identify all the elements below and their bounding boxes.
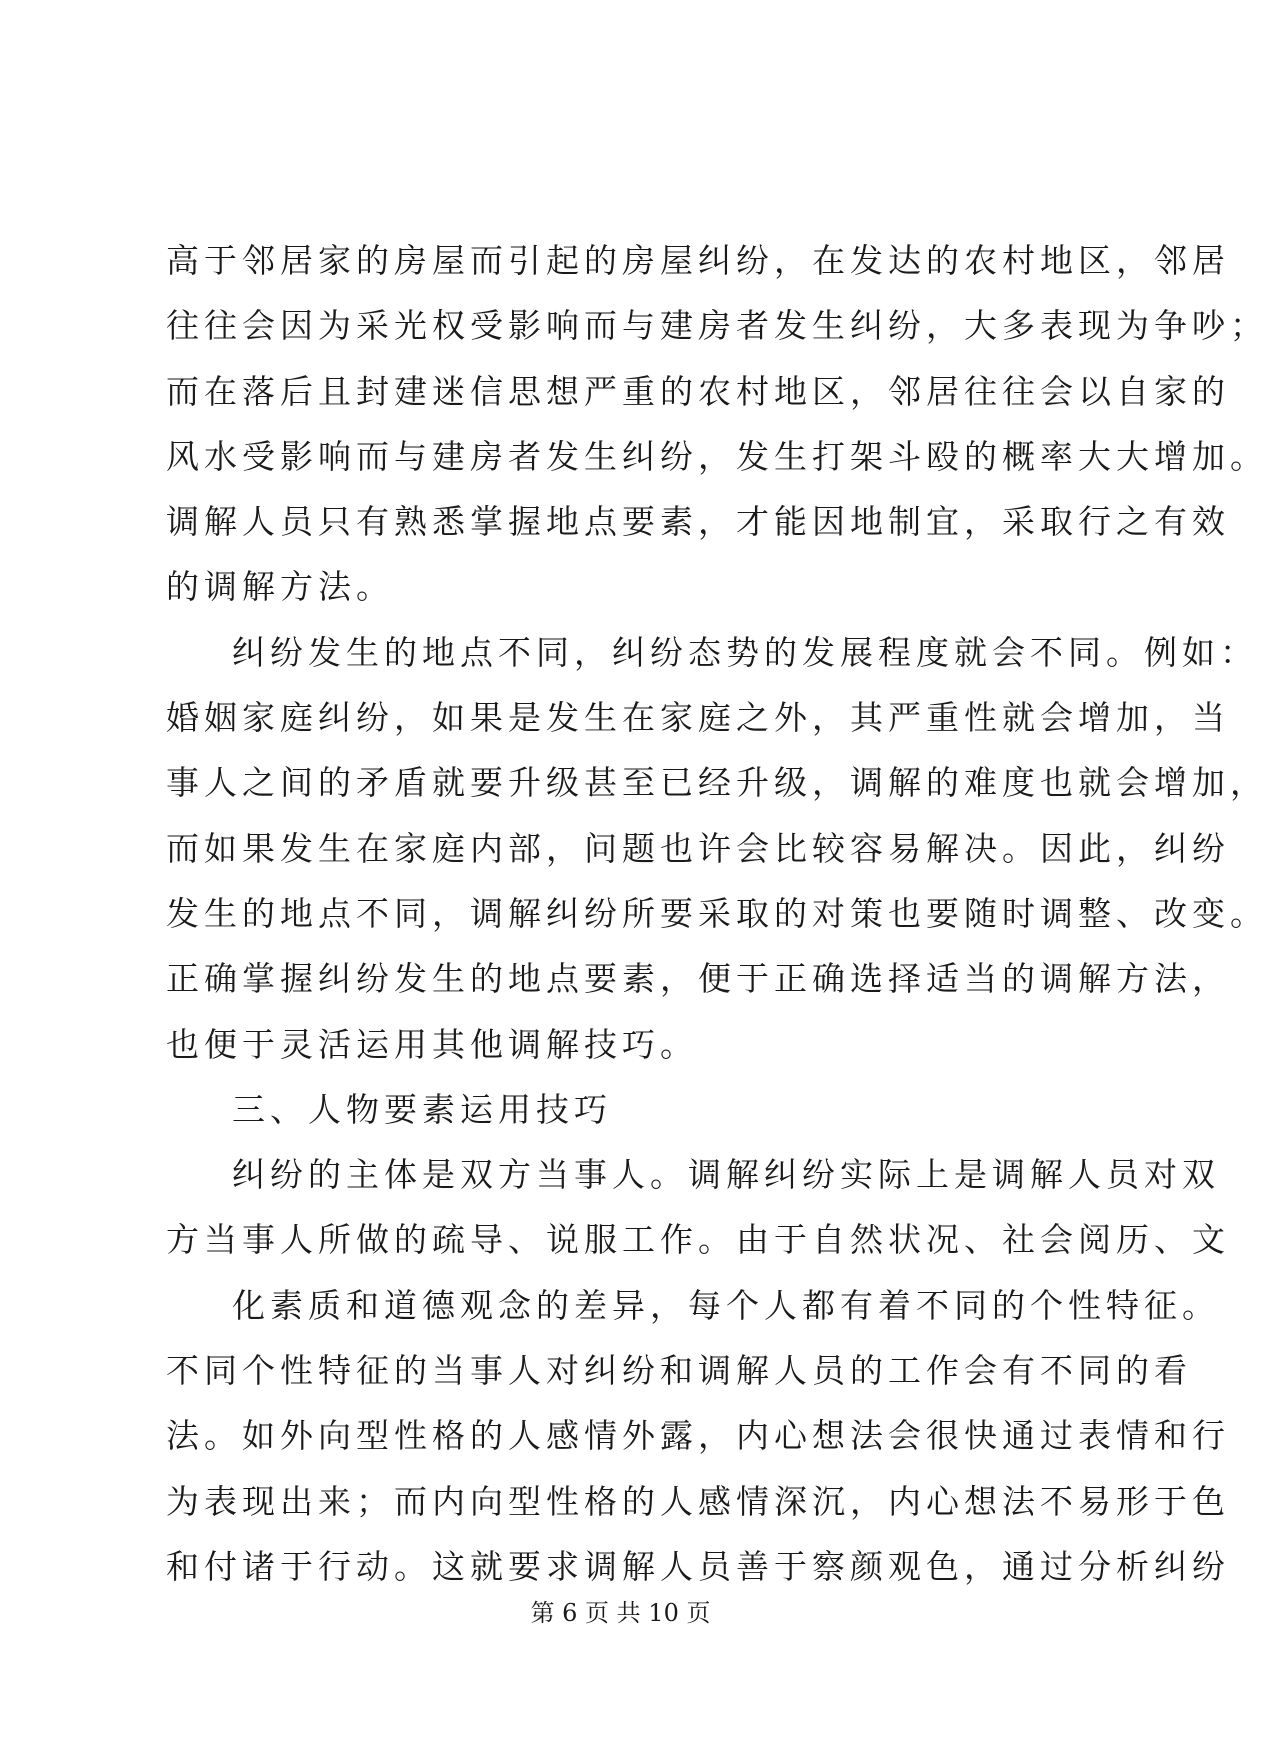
text-line: 婚姻家庭纠纷，如果是发生在家庭之外，其严重性就会增加，当 [166,698,1230,738]
text-line: 也便于灵活运用其他调解技巧。 [166,1024,698,1064]
text-line: 而在落后且封建迷信思想严重的农村地区，邻居往往会以自家的 [166,371,1230,411]
text-line: 方当事人所做的疏导、说服工作。由于自然状况、社会阅历、文 [166,1220,1230,1260]
text-line: 的调解方法。 [166,567,394,607]
text-line: 调解人员只有熟悉掌握地点要素，才能因地制宜，采取行之有效 [166,502,1230,542]
paragraph-first-line: 纠纷的主体是双方当事人。调解纠纷实际上是调解人员对双 [232,1155,1220,1195]
page-number-footer: 第 6 页 共 10 页 [530,1599,711,1627]
text-line: 事人之间的矛盾就要升级甚至已经升级，调解的难度也就会增加， [166,763,1268,803]
text-line: 正确掌握纠纷发生的地点要素，便于正确选择适当的调解方法， [166,959,1230,999]
text-line: 和付诸于行动。这就要求调解人员善于察颜观色，通过分析纠纷 [166,1546,1230,1586]
text-line: 往往会因为采光权受影响而与建房者发生纠纷，大多表现为争吵； [166,306,1268,346]
text-line: 风水受影响而与建房者发生纠纷，发生打架斗殴的概率大大增加。 [166,436,1268,476]
text-line: 发生的地点不同，调解纠纷所要采取的对策也要随时调整、改变。 [166,893,1268,933]
text-line: 高于邻居家的房屋而引起的房屋纠纷，在发达的农村地区，邻居 [166,241,1230,280]
text-line: 法。如外向型性格的人感情外露，内心想法会很快通过表情和行 [166,1416,1230,1456]
text-line: 而如果发生在家庭内部，问题也许会比较容易解决。因此，纠纷 [166,828,1230,868]
paragraph-first-line: 化素质和道德观念的差异，每个人都有着不同的个性特征。 [232,1285,1220,1325]
paragraph-first-line: 纠纷发生的地点不同，纠纷态势的发展程度就会不同。例如： [232,632,1258,672]
section-heading: 三、人物要素运用技巧 [232,1089,612,1129]
text-line: 为表现出来；而内向型性格的人感情深沉，内心想法不易形于色 [166,1481,1230,1521]
text-line: 不同个性特征的当事人对纠纷和调解人员的工作会有不同的看 [166,1351,1192,1391]
document-body [166,228,1268,1599]
